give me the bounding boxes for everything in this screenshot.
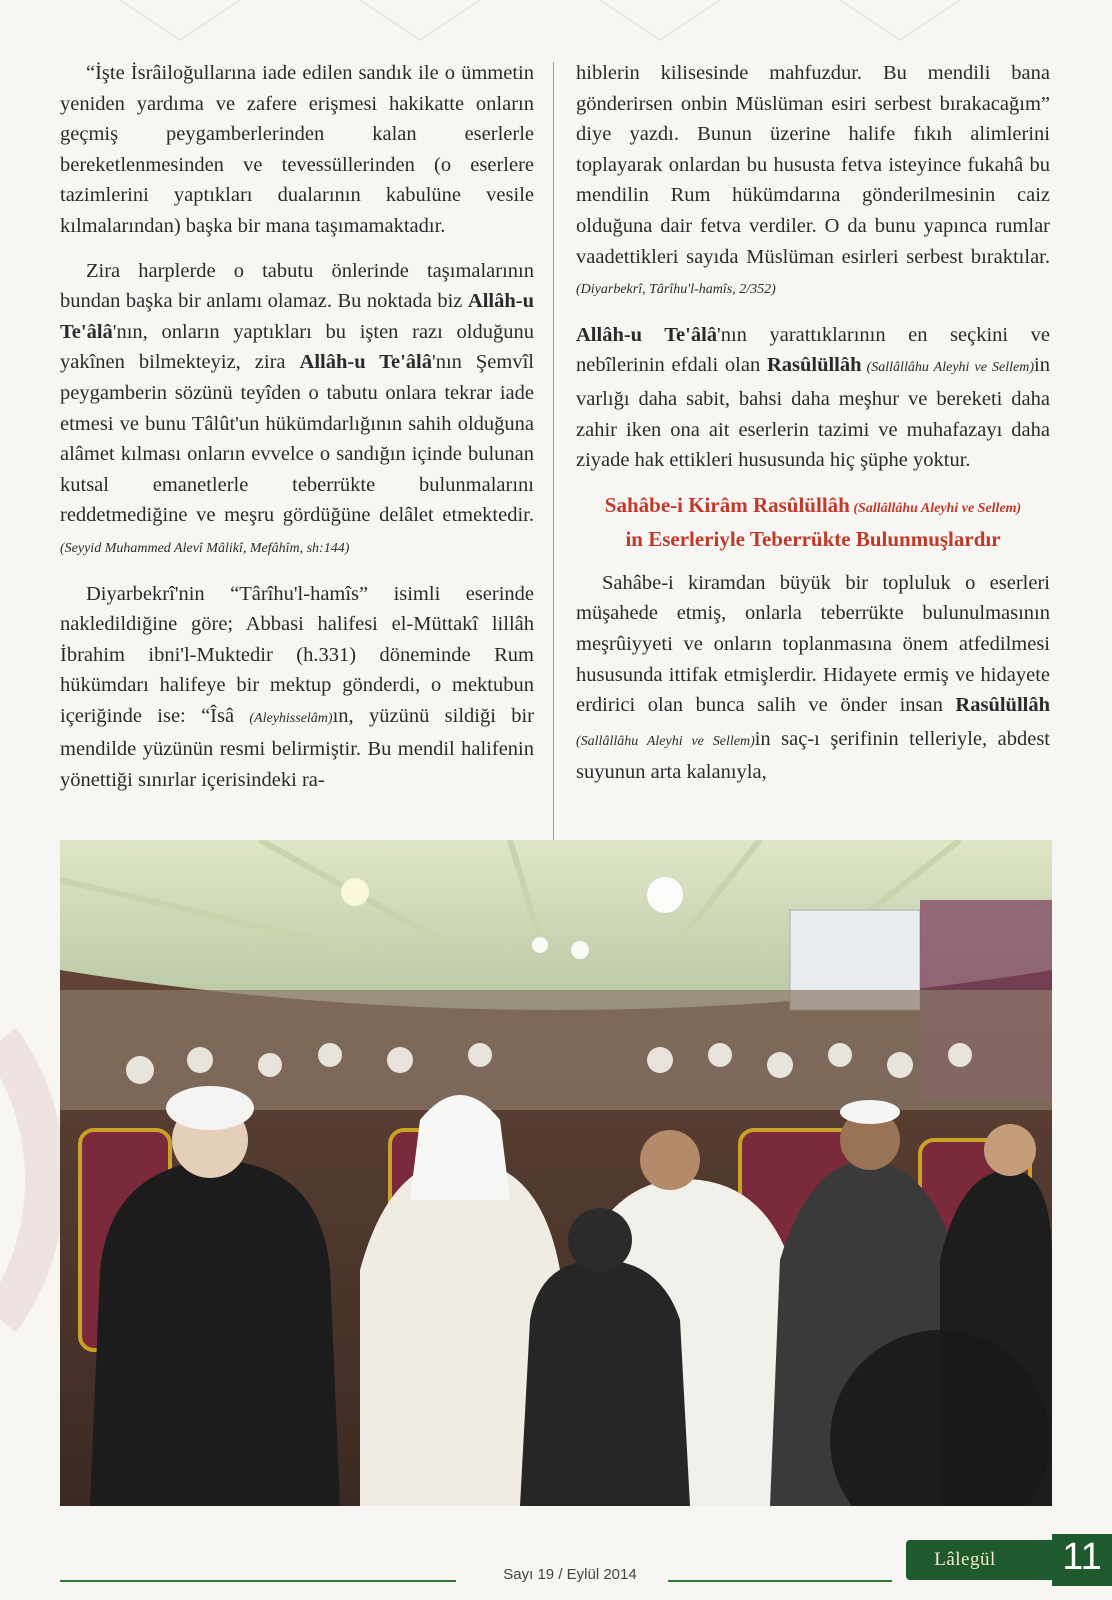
left-p2-bold-1: Allâh-u Te'âlâ (60, 290, 534, 343)
right-p3-text-2: in saç-ı şerifinin telleriyle, abdest suyunun arta kalanıyla, (576, 727, 1050, 784)
section-heading-line-2: in Eserleriyle Teberrükte Bulunmuşlardır (625, 526, 1001, 551)
footer-rule-left (60, 1580, 456, 1582)
right-paragraph-2 (576, 320, 1050, 476)
left-paragraph-1: “İşte İsrâiloğullarına iade edilen sandık ile o ümmetin yeniden yardıma ve zafere erişmesi hakikatte onların geçmiş peygamberlerinden kalan eserlerle bereketlenmesinden ve tevessüllerinden (o eserlere tazimlerini yaptıkları dualarının kabulüne vesile kılmalarından) başka bir mana taşımamaktadır. (60, 62, 534, 237)
left-p2-text-1: Zira harplerde o tabutu önlerinde taşımalarının bundan başka bir anlamı olamaz. Bu noktada biz (60, 259, 534, 313)
left-p2-text-3: 'nın Şemvîl peygamberin sözünü teyîden o tabutu onlara tekrar iade etmesi ve bunu Tâlût'un hükümdarlığının sahih olduğuna alâmet kılması onların evvelce o sandığın içinde bulunan kutsal emanetlerle teberrükte bulunmalarını reddetmediğine ve meşru gördüğüne delâlet etmektedir. (60, 351, 534, 527)
right-p1-text: hiblerin kilisesinde mahfuzdur. Bu mendili bana gönderirsen onbin Müslüman esiri serbest bırakacağım” diye yazdı. Bunun üzerine halife fıkıh alimlerini toplayarak onlardan bu hususta fetva isteyince fukahâ bu mendilin Rum hükümdarına gönderilmesinin caiz olduğuna dair fetva verdiler. O da bunu yapınca rumlar vaadettikleri sayıda Müslüman esirleri serbest bıraktılar. (576, 62, 1050, 268)
section-heading (576, 490, 1050, 554)
section-heading-line-1: Sahâbe-i Kirâm Rasûlüllâh (604, 492, 850, 517)
section-heading-honorific: (Sallâllâhu Aleyhi ve Sellem) (849, 500, 1022, 516)
left-p3-honorific: (Aleyhisselâm) (249, 710, 333, 726)
right-p3-text-1: Sahâbe-i kiramdan büyük bir topluluk o eserleri müşahede etmiş, onlarla teberrükte bulunulmasının meşrûiyyeti ve onların toplanmasına önem atfedilmesi hususunda ittifak etmişlerdir. Hidayete ermiş ve hidayete erdirici olan bunca salih ve önder insan (576, 571, 1050, 717)
issue-label: Sayı 19 / Eylül 2014 (503, 1566, 637, 1583)
right-p2-bold-1: Allâh-u Te'âlâ (576, 323, 718, 346)
right-p2-text-2: in varlığı daha sabit, bahsi daha meşhur ve bereketi daha zahir iken ona ait eserlerin tazimi ve muhafazayı daha ziyade hak ettikleri hususunda hiç şüphe yoktur. (576, 354, 1050, 472)
right-p3-bold: Rasûlüllâh (955, 694, 1050, 717)
left-p2-text-2: 'nın, onların yaptıkları bu işten razı olduğunu yakînen bilmekteyiz, zira (60, 320, 534, 374)
left-p2-reference: (Seyyid Muhammed Alevî Mâlikî, Mefâhîm, sh:144) (60, 540, 350, 556)
brand-logo: Lâlegül (934, 1549, 996, 1570)
left-paragraph-3 (60, 579, 534, 796)
event-photo-illustration (60, 840, 1052, 1506)
left-column (60, 58, 534, 810)
column-divider (553, 62, 554, 840)
right-p3-honorific: (Sallâllâhu Aleyhi ve Sellem) (576, 733, 755, 749)
page-number: 11 (1062, 1536, 1102, 1578)
right-p2-honorific: (Sallâllâhu Aleyhi ve Sellem) (861, 360, 1035, 376)
right-column (576, 58, 1050, 802)
right-paragraph-3 (576, 568, 1050, 788)
right-p2-bold-2: Rasûlüllâh (766, 354, 862, 377)
left-paragraph-2 (60, 256, 534, 565)
left-p3-text-2: ın, yüzünü sildiği bir mendilde yüzünün resmi belirmiştir. Bu mendil halifenin yönettiği sınırlar içerisindeki ra- (60, 704, 534, 792)
left-p3-text-1: Diyarbekrî'nin “Târîhu'l-hamîs” isimli eserinde nakledildiğine göre; Abbasi halifesi el-Müttakî lillâh İbrahim ibni'l-Muktedir (h.331) döneminde Rum hükümdarı halifeye bir mektup gönderdi, o mektubun içeriğinde ise: “Îsâ (60, 582, 534, 727)
footer-rule-right (668, 1580, 892, 1582)
right-p1-reference: (Diyarbekrî, Târîhu'l-hamîs, 2/352) (576, 282, 776, 298)
left-p2-bold-2: Allâh-u Te'âlâ (299, 351, 433, 374)
right-paragraph-1 (576, 58, 1050, 306)
right-p2-text-1: 'nın yarattıklarının en seçkini ve nebîlerinin efdali olan (576, 323, 1050, 377)
event-photo (60, 840, 1052, 1506)
